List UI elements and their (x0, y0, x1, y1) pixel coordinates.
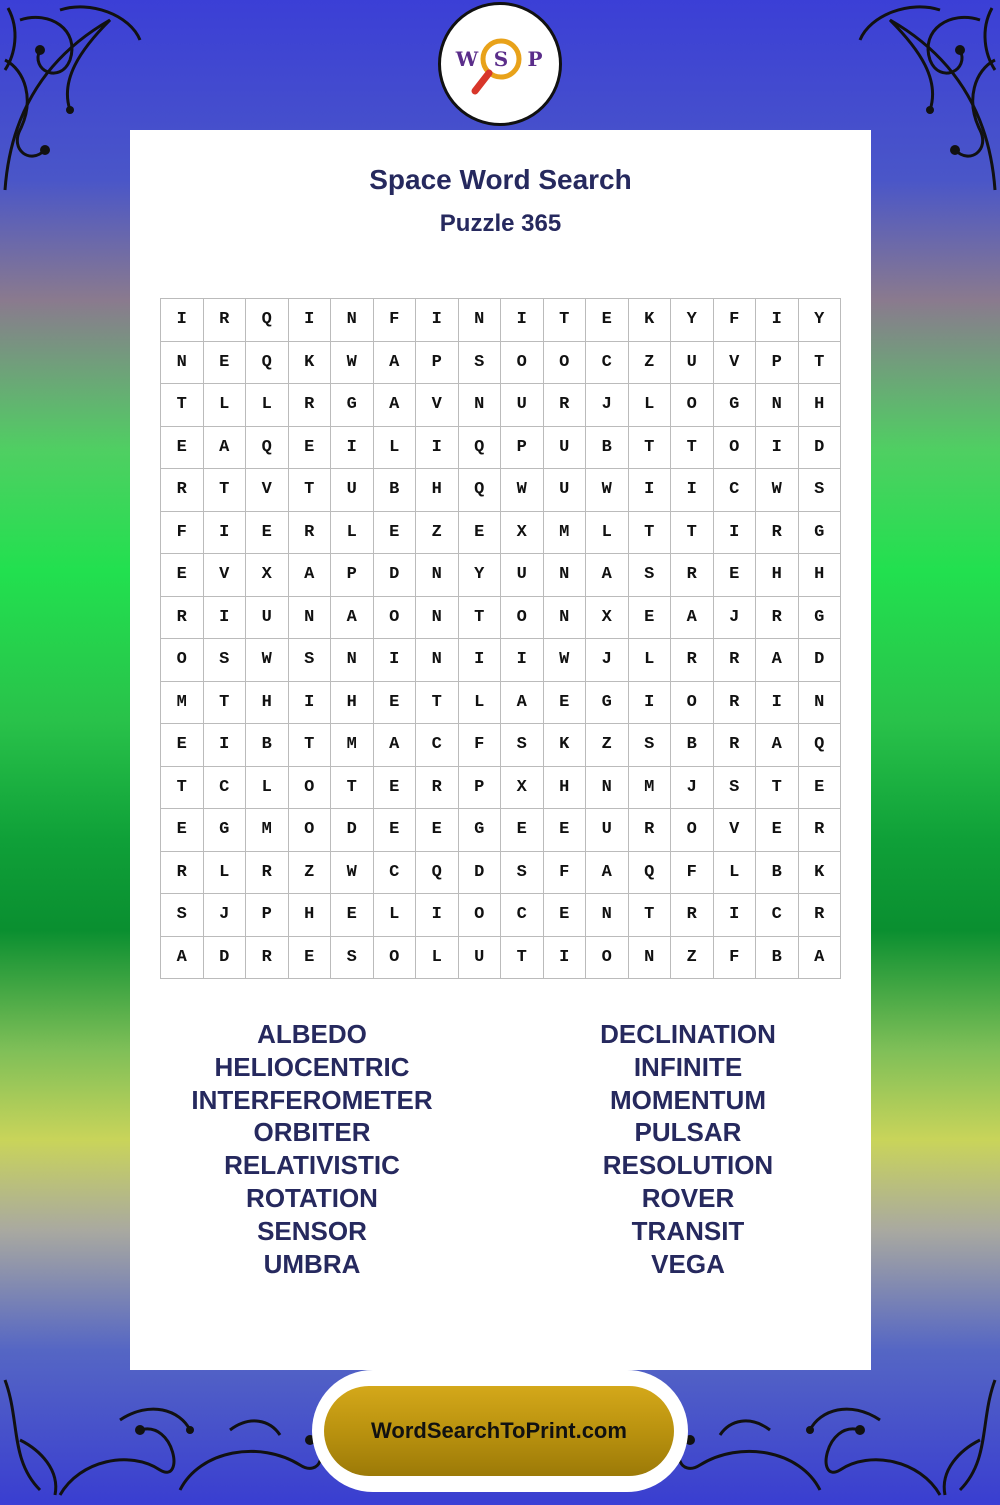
grid-cell[interactable]: E (756, 809, 799, 852)
grid-cell[interactable]: N (586, 894, 629, 937)
grid-cell[interactable]: O (501, 342, 544, 385)
grid-cell[interactable]: S (289, 639, 332, 682)
grid-cell[interactable]: R (799, 809, 842, 852)
logo-letter-s: S (493, 47, 509, 71)
grid-cell[interactable]: J (586, 384, 629, 427)
grid-cell[interactable]: E (459, 512, 502, 555)
grid-cell[interactable]: R (246, 852, 289, 895)
site-link[interactable]: WordSearchToPrint.com (324, 1386, 674, 1476)
grid-cell[interactable]: F (459, 724, 502, 767)
grid-cell[interactable]: T (161, 767, 204, 810)
grid-cell[interactable]: N (331, 639, 374, 682)
grid-cell[interactable]: W (586, 469, 629, 512)
grid-cell[interactable]: A (501, 682, 544, 725)
grid-cell[interactable]: U (544, 427, 587, 470)
grid-cell[interactable]: X (586, 597, 629, 640)
grid-cell[interactable]: U (671, 342, 714, 385)
grid-cell[interactable]: P (416, 342, 459, 385)
grid-cell[interactable]: J (714, 597, 757, 640)
grid-cell[interactable]: E (374, 767, 417, 810)
grid-cell[interactable]: T (629, 512, 672, 555)
word-list-item: ORBITER (253, 1117, 371, 1148)
grid-cell[interactable]: B (374, 469, 417, 512)
grid-cell[interactable]: L (629, 639, 672, 682)
corner-ornament-top-left (0, 0, 150, 200)
grid-cell[interactable]: G (331, 384, 374, 427)
grid-cell[interactable]: R (204, 299, 247, 342)
word-list-left (152, 1018, 472, 1280)
grid-cell[interactable]: I (714, 894, 757, 937)
grid-cell[interactable]: E (714, 554, 757, 597)
grid-cell[interactable]: F (671, 852, 714, 895)
grid-cell[interactable]: S (204, 639, 247, 682)
grid-cell[interactable]: D (331, 809, 374, 852)
grid-cell[interactable]: R (246, 937, 289, 980)
grid-cell[interactable]: N (544, 554, 587, 597)
grid-cell[interactable]: O (714, 427, 757, 470)
grid-cell[interactable]: W (501, 469, 544, 512)
grid-cell[interactable]: X (501, 512, 544, 555)
grid-cell[interactable]: E (544, 809, 587, 852)
grid-cell[interactable]: V (714, 809, 757, 852)
grid-cell[interactable]: M (629, 767, 672, 810)
word-list-item: RELATIVISTIC (224, 1150, 400, 1181)
grid-cell[interactable]: V (714, 342, 757, 385)
grid-cell[interactable]: R (714, 682, 757, 725)
grid-cell[interactable]: I (374, 639, 417, 682)
grid-cell[interactable]: L (331, 512, 374, 555)
grid-cell[interactable]: I (204, 512, 247, 555)
grid-cell[interactable]: E (586, 299, 629, 342)
grid-cell[interactable]: B (671, 724, 714, 767)
grid-cell[interactable]: P (246, 894, 289, 937)
grid-cell[interactable]: I (756, 682, 799, 725)
grid-cell[interactable]: T (289, 724, 332, 767)
grid-cell[interactable]: R (714, 639, 757, 682)
grid-cell[interactable]: N (459, 299, 502, 342)
grid-cell[interactable]: F (161, 512, 204, 555)
grid-cell[interactable]: C (501, 894, 544, 937)
grid-cell[interactable]: H (799, 554, 842, 597)
grid-cell[interactable]: S (501, 852, 544, 895)
grid-cell[interactable]: O (586, 937, 629, 980)
grid-cell[interactable]: T (756, 767, 799, 810)
grid-cell[interactable]: T (161, 384, 204, 427)
grid-cell[interactable]: O (671, 384, 714, 427)
grid-cell[interactable]: B (756, 852, 799, 895)
word-list-item: UMBRA (263, 1248, 361, 1279)
grid-cell[interactable]: O (671, 682, 714, 725)
grid-cell[interactable]: R (544, 384, 587, 427)
grid-cell[interactable]: U (501, 554, 544, 597)
grid-cell[interactable]: A (756, 724, 799, 767)
grid-cell[interactable]: T (799, 342, 842, 385)
grid-cell[interactable]: A (374, 342, 417, 385)
grid-cell[interactable]: H (756, 554, 799, 597)
grid-cell[interactable]: R (671, 639, 714, 682)
grid-cell[interactable]: R (161, 852, 204, 895)
grid-cell[interactable]: X (501, 767, 544, 810)
word-list-item: DECLINATION (600, 1019, 776, 1049)
word-list-item: INFINITE (633, 1051, 743, 1082)
grid-cell[interactable]: B (246, 724, 289, 767)
grid-cell[interactable]: Q (416, 852, 459, 895)
grid-cell[interactable]: R (161, 597, 204, 640)
grid-cell[interactable]: I (289, 682, 332, 725)
grid-cell[interactable]: N (544, 597, 587, 640)
grid-cell[interactable]: T (204, 682, 247, 725)
grid-cell[interactable]: A (331, 597, 374, 640)
grid-cell[interactable]: V (204, 554, 247, 597)
grid-cell[interactable]: R (756, 597, 799, 640)
grid-cell[interactable]: T (416, 682, 459, 725)
grid-cell[interactable]: A (799, 937, 842, 980)
grid-cell[interactable]: S (331, 937, 374, 980)
grid-cell[interactable]: K (544, 724, 587, 767)
word-list-item: TRANSIT (631, 1215, 745, 1246)
grid-cell[interactable]: T (501, 937, 544, 980)
grid-cell[interactable]: A (374, 384, 417, 427)
grid-cell[interactable]: Q (246, 342, 289, 385)
grid-cell[interactable]: Z (629, 342, 672, 385)
page-title: Space Word Search (369, 164, 632, 195)
grid-cell[interactable]: C (756, 894, 799, 937)
grid-cell[interactable]: Y (671, 299, 714, 342)
grid-cell[interactable]: Z (289, 852, 332, 895)
grid-cell[interactable]: I (416, 894, 459, 937)
grid-cell[interactable]: O (671, 809, 714, 852)
grid-cell[interactable]: A (204, 427, 247, 470)
grid-cell[interactable]: E (799, 767, 842, 810)
grid-cell[interactable]: M (246, 809, 289, 852)
grid-cell[interactable]: O (161, 639, 204, 682)
grid-cell[interactable]: N (756, 384, 799, 427)
grid-cell[interactable]: K (289, 342, 332, 385)
grid-cell[interactable]: H (331, 682, 374, 725)
grid-cell[interactable]: D (799, 639, 842, 682)
grid-cell[interactable]: Q (246, 427, 289, 470)
corner-ornament-top-right (850, 0, 1000, 200)
grid-cell[interactable]: L (586, 512, 629, 555)
grid-cell[interactable]: V (246, 469, 289, 512)
grid-cell[interactable]: U (459, 937, 502, 980)
grid-cell[interactable]: F (544, 852, 587, 895)
grid-cell[interactable]: E (544, 894, 587, 937)
grid-cell[interactable]: O (289, 809, 332, 852)
grid-cell[interactable]: P (501, 427, 544, 470)
grid-cell[interactable]: R (799, 894, 842, 937)
grid-cell[interactable]: D (459, 852, 502, 895)
word-list-item: ROTATION (246, 1182, 378, 1213)
grid-cell[interactable]: M (161, 682, 204, 725)
grid-cell[interactable]: T (544, 299, 587, 342)
grid-cell[interactable]: M (331, 724, 374, 767)
grid-cell[interactable]: M (544, 512, 587, 555)
grid-cell[interactable]: U (586, 809, 629, 852)
grid-cell[interactable]: N (629, 937, 672, 980)
grid-cell[interactable]: I (501, 639, 544, 682)
grid-cell[interactable]: A (586, 852, 629, 895)
grid-cell[interactable]: F (374, 299, 417, 342)
grid-cell[interactable]: F (714, 937, 757, 980)
grid-cell[interactable]: L (714, 852, 757, 895)
grid-cell[interactable]: G (799, 512, 842, 555)
grid-cell[interactable]: E (161, 809, 204, 852)
grid-cell[interactable]: L (459, 682, 502, 725)
grid-cell[interactable]: N (416, 554, 459, 597)
grid-cell[interactable]: H (799, 384, 842, 427)
grid-cell[interactable]: D (374, 554, 417, 597)
grid-cell[interactable]: L (246, 384, 289, 427)
grid-cell[interactable]: Q (629, 852, 672, 895)
grid-cell[interactable]: U (501, 384, 544, 427)
grid-cell[interactable]: F (714, 299, 757, 342)
grid-cell[interactable]: O (289, 767, 332, 810)
grid-cell[interactable]: G (714, 384, 757, 427)
grid-cell[interactable]: E (289, 937, 332, 980)
grid-cell[interactable]: I (416, 427, 459, 470)
grid-cell[interactable]: T (629, 427, 672, 470)
grid-cell[interactable]: T (289, 469, 332, 512)
word-list-item: HELIOCENTRIC (214, 1051, 410, 1082)
grid-cell[interactable]: I (204, 724, 247, 767)
grid-cell[interactable]: I (416, 299, 459, 342)
grid-cell[interactable]: N (459, 384, 502, 427)
grid-cell[interactable]: R (756, 512, 799, 555)
grid-cell[interactable]: W (544, 639, 587, 682)
grid-cell[interactable]: O (459, 894, 502, 937)
word-list-item: ROVER (641, 1182, 735, 1213)
grid-cell[interactable]: Y (459, 554, 502, 597)
grid-cell[interactable]: C (714, 469, 757, 512)
grid-cell[interactable]: E (374, 809, 417, 852)
grid-cell[interactable]: I (629, 469, 672, 512)
grid-cell[interactable]: I (756, 299, 799, 342)
grid-cell[interactable]: N (416, 639, 459, 682)
grid-cell[interactable]: I (204, 597, 247, 640)
grid-cell[interactable]: S (629, 554, 672, 597)
word-list-item: RESOLUTION (602, 1150, 774, 1181)
grid-cell[interactable]: D (799, 427, 842, 470)
word-list-item: VEGA (651, 1248, 725, 1279)
grid-cell[interactable]: T (331, 767, 374, 810)
grid-cell[interactable]: R (629, 809, 672, 852)
grid-cell[interactable]: Z (416, 512, 459, 555)
grid-cell[interactable]: G (204, 809, 247, 852)
grid-cell[interactable]: R (289, 512, 332, 555)
grid-cell[interactable]: R (671, 554, 714, 597)
grid-cell[interactable]: G (586, 682, 629, 725)
grid-cell[interactable]: S (161, 894, 204, 937)
grid-cell[interactable]: T (671, 427, 714, 470)
grid-cell[interactable]: L (416, 937, 459, 980)
grid-cell[interactable]: Z (586, 724, 629, 767)
grid-cell[interactable]: K (629, 299, 672, 342)
grid-cell[interactable]: E (544, 682, 587, 725)
grid-cell[interactable]: P (459, 767, 502, 810)
grid-cell[interactable]: O (544, 342, 587, 385)
grid-cell[interactable]: B (586, 427, 629, 470)
grid-cell[interactable]: C (374, 852, 417, 895)
grid-cell[interactable]: E (501, 809, 544, 852)
grid-cell[interactable]: P (331, 554, 374, 597)
logo-letter-w: W (455, 47, 479, 71)
grid-cell[interactable]: Q (799, 724, 842, 767)
grid-cell[interactable]: A (756, 639, 799, 682)
grid-cell[interactable]: O (501, 597, 544, 640)
grid-cell[interactable]: W (331, 852, 374, 895)
grid-cell[interactable]: L (629, 384, 672, 427)
grid-cell[interactable]: Q (459, 469, 502, 512)
grid-cell[interactable]: B (756, 937, 799, 980)
word-list-item: INTERFEROMETER (191, 1084, 433, 1115)
word-list-item: MOMENTUM (610, 1084, 766, 1115)
grid-cell[interactable]: R (161, 469, 204, 512)
grid-cell[interactable]: A (374, 724, 417, 767)
grid-cell[interactable]: I (629, 682, 672, 725)
grid-cell[interactable]: A (586, 554, 629, 597)
grid-cell[interactable]: K (799, 852, 842, 895)
grid-cell[interactable]: U (331, 469, 374, 512)
grid-cell[interactable]: T (204, 469, 247, 512)
grid-cell[interactable]: N (586, 767, 629, 810)
grid-cell[interactable]: A (671, 597, 714, 640)
grid-cell[interactable]: J (204, 894, 247, 937)
grid-cell[interactable]: I (501, 299, 544, 342)
grid-cell[interactable]: S (629, 724, 672, 767)
grid-cell[interactable]: L (246, 767, 289, 810)
grid-cell[interactable]: R (671, 894, 714, 937)
grid-cell[interactable]: H (416, 469, 459, 512)
grid-cell[interactable]: N (416, 597, 459, 640)
grid-cell[interactable]: J (671, 767, 714, 810)
word-list-item: SENSOR (257, 1215, 367, 1246)
grid-cell[interactable]: G (799, 597, 842, 640)
grid-cell[interactable]: I (289, 299, 332, 342)
grid-cell[interactable]: S (501, 724, 544, 767)
grid-cell[interactable]: D (204, 937, 247, 980)
grid-cell[interactable]: C (204, 767, 247, 810)
grid-cell[interactable]: E (374, 682, 417, 725)
grid-cell[interactable]: C (416, 724, 459, 767)
grid-cell[interactable]: L (204, 384, 247, 427)
grid-cell[interactable]: J (586, 639, 629, 682)
grid-cell[interactable]: N (331, 299, 374, 342)
grid-cell[interactable]: T (459, 597, 502, 640)
grid-cell[interactable]: V (416, 384, 459, 427)
grid-cell[interactable]: I (459, 639, 502, 682)
grid-cell[interactable]: Q (459, 427, 502, 470)
grid-cell[interactable]: E (416, 809, 459, 852)
grid-cell[interactable]: E (246, 512, 289, 555)
grid-cell[interactable]: R (289, 384, 332, 427)
grid-cell[interactable]: R (714, 724, 757, 767)
grid-cell[interactable]: S (714, 767, 757, 810)
grid-cell[interactable]: Y (799, 299, 842, 342)
grid-cell[interactable]: L (204, 852, 247, 895)
grid-cell[interactable]: O (374, 937, 417, 980)
footer-badge (312, 1370, 688, 1492)
grid-cell[interactable]: E (374, 512, 417, 555)
grid-cell[interactable]: R (416, 767, 459, 810)
puzzle-number: Puzzle 365 (439, 210, 562, 237)
grid-cell[interactable]: I (671, 469, 714, 512)
grid-cell[interactable]: E (204, 342, 247, 385)
grid-cell[interactable]: S (459, 342, 502, 385)
grid-cell[interactable]: L (374, 894, 417, 937)
grid-cell[interactable]: N (289, 597, 332, 640)
grid-cell[interactable]: I (714, 512, 757, 555)
grid-cell[interactable]: E (161, 724, 204, 767)
logo-letter-p: P (527, 47, 543, 71)
word-list-item: PULSAR (634, 1117, 742, 1148)
grid-cell[interactable]: T (629, 894, 672, 937)
word-list-right (528, 1018, 848, 1280)
puzzle-sheet (130, 130, 871, 1370)
grid-cell[interactable]: N (161, 342, 204, 385)
grid-cell[interactable]: G (459, 809, 502, 852)
grid-cell[interactable]: O (374, 597, 417, 640)
grid-cell[interactable]: W (246, 639, 289, 682)
grid-cell[interactable]: I (756, 427, 799, 470)
grid-cell[interactable]: Z (671, 937, 714, 980)
grid-cell[interactable]: U (246, 597, 289, 640)
grid-cell[interactable]: X (246, 554, 289, 597)
wsp-logo[interactable] (438, 2, 562, 126)
grid-cell[interactable]: E (331, 894, 374, 937)
grid-cell[interactable]: E (629, 597, 672, 640)
grid-cell[interactable]: E (161, 427, 204, 470)
magnifier-icon (445, 19, 555, 109)
grid-cell[interactable]: C (586, 342, 629, 385)
grid-cell[interactable]: I (161, 299, 204, 342)
grid-cell[interactable]: A (161, 937, 204, 980)
grid-cell[interactable]: E (289, 427, 332, 470)
grid-cell[interactable]: W (756, 469, 799, 512)
grid-cell[interactable]: W (331, 342, 374, 385)
grid-cell[interactable]: Q (246, 299, 289, 342)
grid-cell[interactable]: P (756, 342, 799, 385)
letter-grid (160, 298, 841, 979)
grid-cell[interactable]: L (374, 427, 417, 470)
grid-cell[interactable]: I (544, 937, 587, 980)
grid-cell[interactable]: E (161, 554, 204, 597)
grid-cell[interactable]: H (544, 767, 587, 810)
grid-cell[interactable]: U (544, 469, 587, 512)
grid-cell[interactable]: T (671, 512, 714, 555)
grid-cell[interactable]: H (246, 682, 289, 725)
grid-cell[interactable]: H (289, 894, 332, 937)
grid-cell[interactable]: I (331, 427, 374, 470)
grid-cell[interactable]: A (289, 554, 332, 597)
word-list-item: ALBEDO (257, 1019, 367, 1049)
grid-cell[interactable]: S (799, 469, 842, 512)
grid-cell[interactable]: N (799, 682, 842, 725)
